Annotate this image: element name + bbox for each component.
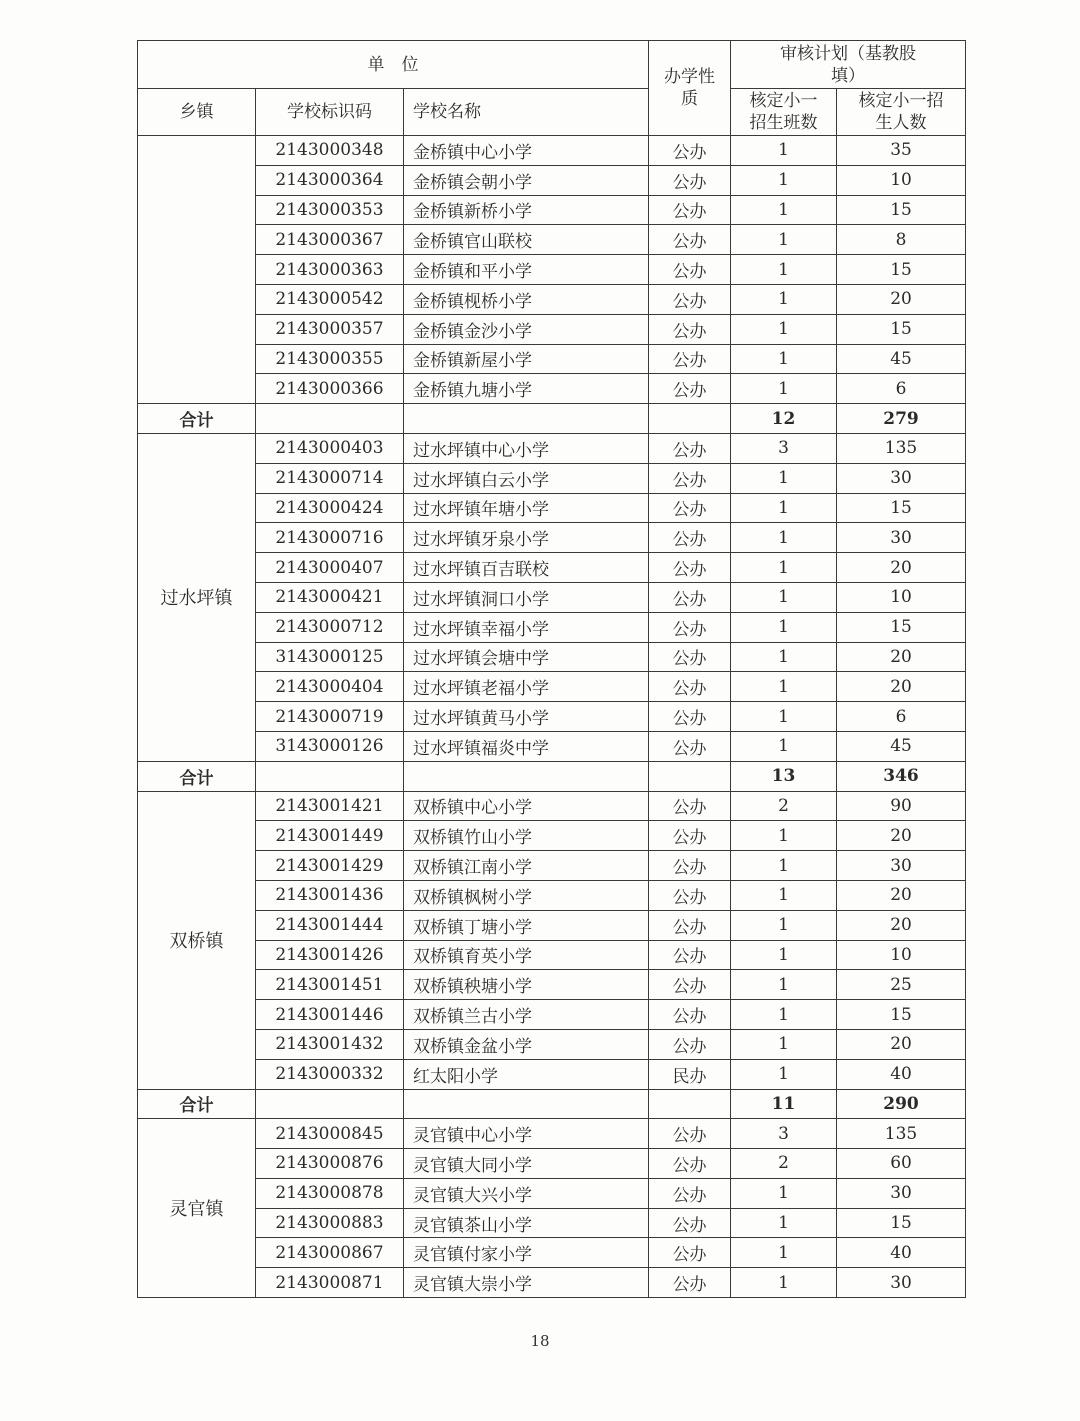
student-count-cell: 20 — [837, 642, 966, 672]
subtotal-label: 合计 — [138, 404, 256, 434]
school-nature-cell: 民办 — [649, 1059, 731, 1089]
header-school-name: 学校名称 — [404, 89, 649, 136]
class-count-cell: 1 — [731, 553, 837, 583]
table-row — [138, 1268, 966, 1298]
school-code-cell: 2143000845 — [256, 1119, 404, 1149]
subtotal-students: 290 — [837, 1089, 966, 1119]
class-count-cell: 1 — [731, 523, 837, 553]
class-count-cell: 1 — [731, 642, 837, 672]
student-count-cell: 30 — [837, 523, 966, 553]
school-code-cell: 2143000883 — [256, 1208, 404, 1238]
student-count-cell: 25 — [837, 970, 966, 1000]
school-code-cell: 2143001432 — [256, 1029, 404, 1059]
school-name-cell: 过水坪镇洞口小学 — [404, 582, 649, 612]
table-row — [138, 672, 966, 702]
student-count-cell: 90 — [837, 791, 966, 821]
school-nature-cell: 公办 — [649, 1208, 731, 1238]
school-nature-cell: 公办 — [649, 1000, 731, 1030]
school-name-cell: 金桥镇官山联校 — [404, 225, 649, 255]
student-count-cell: 10 — [837, 165, 966, 195]
school-nature-cell: 公办 — [649, 880, 731, 910]
school-name-cell: 过水坪镇福炎中学 — [404, 731, 649, 761]
school-code-cell: 2143000878 — [256, 1178, 404, 1208]
student-count-cell: 20 — [837, 821, 966, 851]
subtotal-students: 346 — [837, 761, 966, 791]
class-count-cell: 1 — [731, 582, 837, 612]
school-nature-cell: 公办 — [649, 940, 731, 970]
class-count-cell: 1 — [731, 374, 837, 404]
school-code-cell: 2143001451 — [256, 970, 404, 1000]
school-nature-cell: 公办 — [649, 1268, 731, 1298]
school-name-cell: 双桥镇兰古小学 — [404, 1000, 649, 1030]
school-code-cell: 2143001426 — [256, 940, 404, 970]
class-count-cell: 1 — [731, 1238, 837, 1268]
school-name-cell: 金桥镇和平小学 — [404, 255, 649, 285]
school-code-cell: 2143000366 — [256, 374, 404, 404]
class-count-cell: 2 — [731, 1149, 837, 1179]
school-code-cell: 2143000542 — [256, 284, 404, 314]
school-name-cell: 灵官镇大同小学 — [404, 1149, 649, 1179]
subtotal-classes: 13 — [731, 761, 837, 791]
table-row — [138, 970, 966, 1000]
class-count-cell: 1 — [731, 493, 837, 523]
table-row — [138, 1238, 966, 1268]
school-nature-cell: 公办 — [649, 731, 731, 761]
school-nature-cell: 公办 — [649, 284, 731, 314]
school-code-cell: 2143000714 — [256, 463, 404, 493]
student-count-cell: 40 — [837, 1238, 966, 1268]
school-name-cell: 灵官镇大兴小学 — [404, 1178, 649, 1208]
subtotal-label: 合计 — [138, 761, 256, 791]
table-row — [138, 165, 966, 195]
school-code-cell: 2143000871 — [256, 1268, 404, 1298]
school-nature-cell: 公办 — [649, 165, 731, 195]
school-name-cell: 双桥镇丁塘小学 — [404, 910, 649, 940]
town-cell: 过水坪镇 — [138, 433, 256, 761]
subtotal-row — [138, 1089, 966, 1119]
school-nature-cell: 公办 — [649, 1029, 731, 1059]
table-row — [138, 851, 966, 881]
school-code-cell: 2143001449 — [256, 821, 404, 851]
table-row — [138, 1149, 966, 1179]
student-count-cell: 20 — [837, 553, 966, 583]
class-count-cell: 1 — [731, 1268, 837, 1298]
class-count-cell: 1 — [731, 1178, 837, 1208]
student-count-cell: 20 — [837, 672, 966, 702]
empty-cell — [256, 404, 404, 434]
class-count-cell: 1 — [731, 225, 837, 255]
class-count-cell: 1 — [731, 1000, 837, 1030]
student-count-cell: 10 — [837, 582, 966, 612]
town-cell: 双桥镇 — [138, 791, 256, 1089]
school-code-cell: 2143001444 — [256, 910, 404, 940]
school-name-cell: 灵官镇茶山小学 — [404, 1208, 649, 1238]
school-nature-cell: 公办 — [649, 1178, 731, 1208]
subtotal-classes: 11 — [731, 1089, 837, 1119]
subtotal-label: 合计 — [138, 1089, 256, 1119]
school-name-cell: 过水坪镇会塘中学 — [404, 642, 649, 672]
class-count-cell: 1 — [731, 702, 837, 732]
class-count-cell: 1 — [731, 463, 837, 493]
header-nature: 办学性质 — [649, 41, 731, 136]
table-row — [138, 344, 966, 374]
table-row — [138, 1208, 966, 1238]
school-name-cell: 双桥镇秧塘小学 — [404, 970, 649, 1000]
class-count-cell: 1 — [731, 344, 837, 374]
school-name-cell: 金桥镇九塘小学 — [404, 374, 649, 404]
class-count-cell: 1 — [731, 1208, 837, 1238]
class-count-cell: 1 — [731, 612, 837, 642]
school-name-cell: 双桥镇竹山小学 — [404, 821, 649, 851]
student-count-cell: 15 — [837, 612, 966, 642]
student-count-cell: 6 — [837, 702, 966, 732]
student-count-cell: 35 — [837, 136, 966, 166]
school-nature-cell: 公办 — [649, 195, 731, 225]
student-count-cell: 40 — [837, 1059, 966, 1089]
school-name-cell: 金桥镇中心小学 — [404, 136, 649, 166]
school-code-cell: 2143000357 — [256, 314, 404, 344]
enrollment-plan-table — [137, 40, 966, 1298]
student-count-cell: 15 — [837, 255, 966, 285]
school-nature-cell: 公办 — [649, 136, 731, 166]
school-nature-cell: 公办 — [649, 582, 731, 612]
empty-cell — [649, 1089, 731, 1119]
school-name-cell: 红太阳小学 — [404, 1059, 649, 1089]
class-count-cell: 1 — [731, 880, 837, 910]
student-count-cell: 20 — [837, 910, 966, 940]
table-row — [138, 523, 966, 553]
school-name-cell: 金桥镇新屋小学 — [404, 344, 649, 374]
school-name-cell: 过水坪镇白云小学 — [404, 463, 649, 493]
school-nature-cell: 公办 — [649, 702, 731, 732]
student-count-cell: 10 — [837, 940, 966, 970]
class-count-cell: 1 — [731, 136, 837, 166]
school-name-cell: 过水坪镇牙泉小学 — [404, 523, 649, 553]
school-nature-cell: 公办 — [649, 463, 731, 493]
class-count-cell: 1 — [731, 821, 837, 851]
empty-cell — [256, 1089, 404, 1119]
school-code-cell: 2143000353 — [256, 195, 404, 225]
subtotal-row — [138, 761, 966, 791]
table-row — [138, 702, 966, 732]
school-code-cell: 2143001429 — [256, 851, 404, 881]
school-nature-cell: 公办 — [649, 791, 731, 821]
table-row — [138, 880, 966, 910]
table-row — [138, 910, 966, 940]
student-count-cell: 30 — [837, 1178, 966, 1208]
student-count-cell: 60 — [837, 1149, 966, 1179]
school-nature-cell: 公办 — [649, 493, 731, 523]
school-name-cell: 双桥镇江南小学 — [404, 851, 649, 881]
empty-cell — [649, 761, 731, 791]
student-count-cell: 45 — [837, 344, 966, 374]
school-code-cell: 2143000421 — [256, 582, 404, 612]
school-name-cell: 双桥镇中心小学 — [404, 791, 649, 821]
table-row — [138, 1059, 966, 1089]
student-count-cell: 45 — [837, 731, 966, 761]
student-count-cell: 30 — [837, 1268, 966, 1298]
table-row — [138, 225, 966, 255]
school-code-cell: 2143001421 — [256, 791, 404, 821]
student-count-cell: 6 — [837, 374, 966, 404]
class-count-cell: 1 — [731, 851, 837, 881]
student-count-cell: 20 — [837, 1029, 966, 1059]
school-name-cell: 金桥镇金沙小学 — [404, 314, 649, 344]
class-count-cell: 3 — [731, 1119, 837, 1149]
school-nature-cell: 公办 — [649, 255, 731, 285]
student-count-cell: 20 — [837, 284, 966, 314]
header-school-code: 学校标识码 — [256, 89, 404, 136]
school-name-cell: 灵官镇付家小学 — [404, 1238, 649, 1268]
school-code-cell: 2143001436 — [256, 880, 404, 910]
table-row — [138, 612, 966, 642]
table-row — [138, 374, 966, 404]
table-row — [138, 821, 966, 851]
class-count-cell: 1 — [731, 672, 837, 702]
table-row — [138, 433, 966, 463]
student-count-cell: 135 — [837, 1119, 966, 1149]
student-count-cell: 30 — [837, 463, 966, 493]
school-nature-cell: 公办 — [649, 314, 731, 344]
school-nature-cell: 公办 — [649, 642, 731, 672]
school-nature-cell: 公办 — [649, 821, 731, 851]
school-name-cell: 灵官镇中心小学 — [404, 1119, 649, 1149]
class-count-cell: 1 — [731, 940, 837, 970]
school-nature-cell: 公办 — [649, 851, 731, 881]
table-row — [138, 1119, 966, 1149]
table-body — [138, 136, 966, 1298]
student-count-cell: 30 — [837, 851, 966, 881]
school-code-cell: 2143000407 — [256, 553, 404, 583]
school-name-cell: 过水坪镇年塘小学 — [404, 493, 649, 523]
school-name-cell: 双桥镇金盆小学 — [404, 1029, 649, 1059]
table-row — [138, 314, 966, 344]
table-row — [138, 136, 966, 166]
school-code-cell: 2143000332 — [256, 1059, 404, 1089]
school-name-cell: 过水坪镇百吉联校 — [404, 553, 649, 583]
class-count-cell: 1 — [731, 195, 837, 225]
school-code-cell: 2143000867 — [256, 1238, 404, 1268]
table-row — [138, 791, 966, 821]
school-nature-cell: 公办 — [649, 344, 731, 374]
class-count-cell: 1 — [731, 165, 837, 195]
student-count-cell: 15 — [837, 1000, 966, 1030]
school-name-cell: 金桥镇会朝小学 — [404, 165, 649, 195]
class-count-cell: 1 — [731, 314, 837, 344]
school-code-cell: 2143000719 — [256, 702, 404, 732]
header-unit: 单 位 — [138, 41, 649, 89]
table-row — [138, 195, 966, 225]
table-row — [138, 582, 966, 612]
school-name-cell: 过水坪镇中心小学 — [404, 433, 649, 463]
table-row — [138, 255, 966, 285]
page-number: 18 — [530, 1332, 550, 1350]
school-code-cell: 2143000424 — [256, 493, 404, 523]
school-code-cell: 2143000364 — [256, 165, 404, 195]
empty-cell — [649, 404, 731, 434]
school-code-cell: 2143000367 — [256, 225, 404, 255]
class-count-cell: 1 — [731, 910, 837, 940]
class-count-cell: 2 — [731, 791, 837, 821]
table-row — [138, 642, 966, 672]
class-count-cell: 1 — [731, 1029, 837, 1059]
school-code-cell: 2143000404 — [256, 672, 404, 702]
student-count-cell: 20 — [837, 880, 966, 910]
school-nature-cell: 公办 — [649, 553, 731, 583]
empty-cell — [404, 761, 649, 791]
school-nature-cell: 公办 — [649, 970, 731, 1000]
header-classes: 核定小一招生班数 — [731, 89, 837, 136]
class-count-cell: 1 — [731, 1059, 837, 1089]
school-code-cell: 2143000876 — [256, 1149, 404, 1179]
table-row — [138, 493, 966, 523]
school-nature-cell: 公办 — [649, 225, 731, 255]
town-cell — [138, 136, 256, 404]
school-nature-cell: 公办 — [649, 672, 731, 702]
subtotal-classes: 12 — [731, 404, 837, 434]
table-row — [138, 1178, 966, 1208]
school-code-cell: 2143000348 — [256, 136, 404, 166]
school-code-cell: 3143000126 — [256, 731, 404, 761]
empty-cell — [404, 404, 649, 434]
table-row — [138, 463, 966, 493]
school-code-cell: 2143000712 — [256, 612, 404, 642]
school-name-cell: 过水坪镇幸福小学 — [404, 612, 649, 642]
class-count-cell: 1 — [731, 255, 837, 285]
school-name-cell: 过水坪镇黄马小学 — [404, 702, 649, 732]
town-cell: 灵官镇 — [138, 1119, 256, 1298]
student-count-cell: 15 — [837, 1208, 966, 1238]
table-row — [138, 731, 966, 761]
class-count-cell: 1 — [731, 731, 837, 761]
class-count-cell: 1 — [731, 970, 837, 1000]
school-code-cell: 3143000125 — [256, 642, 404, 672]
school-nature-cell: 公办 — [649, 523, 731, 553]
class-count-cell: 3 — [731, 433, 837, 463]
school-nature-cell: 公办 — [649, 374, 731, 404]
school-nature-cell: 公办 — [649, 1119, 731, 1149]
school-code-cell: 2143001446 — [256, 1000, 404, 1030]
header-students: 核定小一招生人数 — [837, 89, 966, 136]
table-row — [138, 553, 966, 583]
school-name-cell: 双桥镇枫树小学 — [404, 880, 649, 910]
student-count-cell: 15 — [837, 493, 966, 523]
student-count-cell: 15 — [837, 195, 966, 225]
school-name-cell: 双桥镇育英小学 — [404, 940, 649, 970]
header-plan: 审核计划（基教股填） — [731, 41, 966, 89]
school-code-cell: 2143000363 — [256, 255, 404, 285]
school-name-cell: 金桥镇枧桥小学 — [404, 284, 649, 314]
subtotal-row — [138, 404, 966, 434]
empty-cell — [404, 1089, 649, 1119]
student-count-cell: 135 — [837, 433, 966, 463]
empty-cell — [256, 761, 404, 791]
school-code-cell: 2143000716 — [256, 523, 404, 553]
school-name-cell: 金桥镇新桥小学 — [404, 195, 649, 225]
school-name-cell: 灵官镇大崇小学 — [404, 1268, 649, 1298]
school-code-cell: 2143000355 — [256, 344, 404, 374]
table-row — [138, 284, 966, 314]
student-count-cell: 15 — [837, 314, 966, 344]
student-count-cell: 8 — [837, 225, 966, 255]
table-row — [138, 1029, 966, 1059]
table-row — [138, 940, 966, 970]
school-nature-cell: 公办 — [649, 1149, 731, 1179]
school-name-cell: 过水坪镇老福小学 — [404, 672, 649, 702]
school-code-cell: 2143000403 — [256, 433, 404, 463]
school-nature-cell: 公办 — [649, 612, 731, 642]
header-town: 乡镇 — [138, 89, 256, 136]
table-row — [138, 1000, 966, 1030]
class-count-cell: 1 — [731, 284, 837, 314]
subtotal-students: 279 — [837, 404, 966, 434]
school-nature-cell: 公办 — [649, 910, 731, 940]
school-nature-cell: 公办 — [649, 433, 731, 463]
school-nature-cell: 公办 — [649, 1238, 731, 1268]
